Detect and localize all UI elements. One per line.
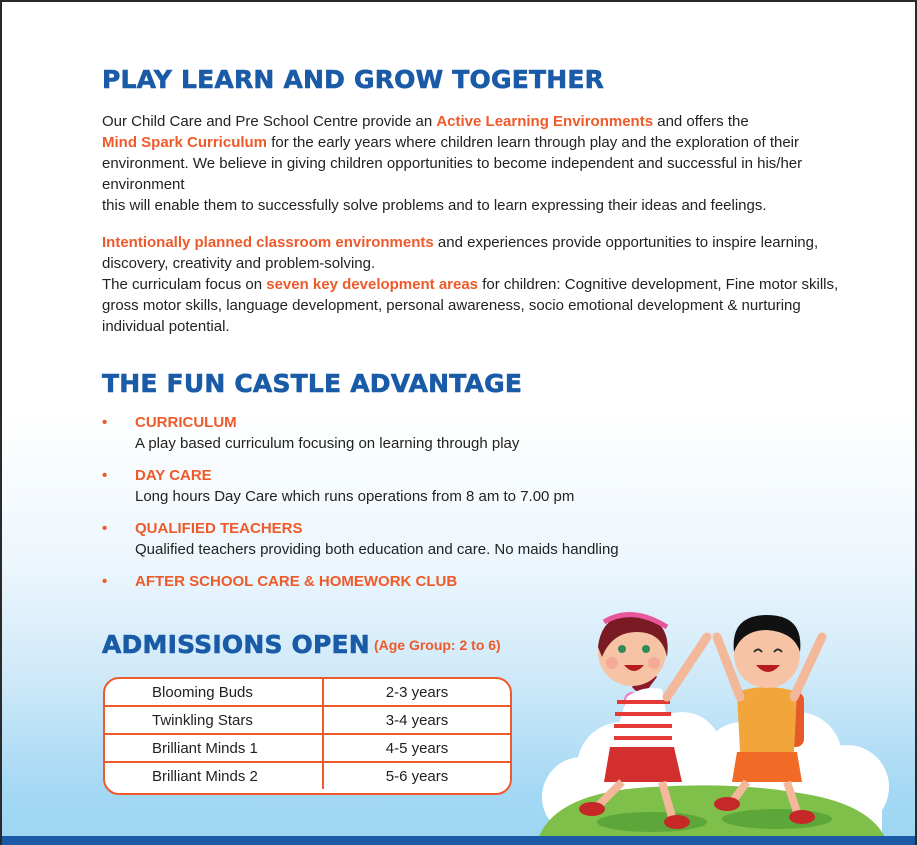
program-name: Brilliant Minds 2 bbox=[105, 763, 324, 789]
program-name: Blooming Buds bbox=[105, 679, 324, 705]
admissions-heading-text: ADMISSIONS OPEN bbox=[102, 630, 370, 659]
advantage-item-day-care bbox=[102, 465, 619, 507]
program-age: 5-6 years bbox=[385, 767, 449, 785]
classroom-text-3: for children: Cognitive development, Fine motor skills, gross motor skills, language development, personal awareness, socio emotional development & nurturing individual potential. bbox=[102, 276, 839, 335]
advantage-desc: Qualified teachers providing both education and care. No maids handling bbox=[135, 541, 619, 558]
advantage-title: CURRICULUM bbox=[135, 414, 237, 431]
heading-fun-castle-advantage: THE FUN CASTLE ADVANTAGE bbox=[102, 369, 523, 398]
table-row bbox=[105, 763, 510, 789]
advantage-desc: A play based curriculum focusing on learning through play bbox=[135, 435, 520, 452]
highlight-classroom-environments: Intentionally planned classroom environments bbox=[102, 234, 434, 251]
bullet-icon: • bbox=[102, 467, 108, 484]
intro-text-1: Our Child Care and Pre School Centre provide an bbox=[102, 113, 437, 130]
advantage-title: DAY CARE bbox=[135, 467, 212, 484]
bullet-icon: • bbox=[102, 414, 108, 431]
table-row bbox=[105, 735, 510, 763]
program-age: 2-3 years bbox=[385, 683, 449, 701]
admissions-table bbox=[103, 677, 512, 795]
heading-admissions-open bbox=[102, 630, 501, 659]
happy-kids-illustration-icon bbox=[532, 597, 892, 842]
program-name: Twinkling Stars bbox=[105, 707, 324, 733]
age-group-note: (Age Group: 2 to 6) bbox=[373, 637, 501, 653]
highlight-mind-spark: Mind Spark Curriculum bbox=[102, 134, 268, 151]
heading-play-learn-grow: PLAY LEARN AND GROW TOGETHER bbox=[102, 65, 605, 94]
advantage-item-after-school bbox=[102, 571, 619, 592]
classroom-text-2: The curriculam focus on bbox=[102, 276, 267, 293]
bullet-icon: • bbox=[102, 573, 108, 590]
classroom-text-1: and experiences provide opportunities to inspire learning, discovery, creativity and problem-solving. bbox=[102, 234, 819, 272]
advantage-desc: Long hours Day Care which runs operations from 8 am to 7.00 pm bbox=[135, 488, 575, 505]
classroom-paragraph bbox=[102, 232, 842, 337]
highlight-active-learning: Active Learning Environments bbox=[436, 113, 654, 130]
intro-paragraph bbox=[102, 111, 842, 216]
highlight-development-areas: seven key development areas bbox=[266, 276, 479, 293]
advantage-title: QUALIFIED TEACHERS bbox=[135, 520, 303, 537]
advantage-item-curriculum bbox=[102, 412, 619, 454]
advantage-list bbox=[102, 412, 619, 603]
table-row bbox=[105, 679, 510, 707]
program-age: 3-4 years bbox=[385, 711, 449, 729]
program-name: Brilliant Minds 1 bbox=[105, 735, 324, 761]
intro-text-2: and offers the bbox=[653, 113, 749, 130]
footer-bar bbox=[2, 836, 915, 845]
intro-text-3: for the early years where children learn through play and the exploration of their environment. We believe in giving children opportunities to become independent and successful in his/her environment bbox=[102, 134, 803, 193]
advantage-title: AFTER SCHOOL CARE & HOMEWORK CLUB bbox=[135, 573, 458, 590]
advantage-item-qualified-teachers bbox=[102, 518, 619, 560]
program-age: 4-5 years bbox=[385, 739, 449, 757]
table-row bbox=[105, 707, 510, 735]
intro-text-4: this will enable them to successfully solve problems and to learn expressing their ideas and feelings. bbox=[102, 197, 767, 214]
bullet-icon: • bbox=[102, 520, 108, 537]
